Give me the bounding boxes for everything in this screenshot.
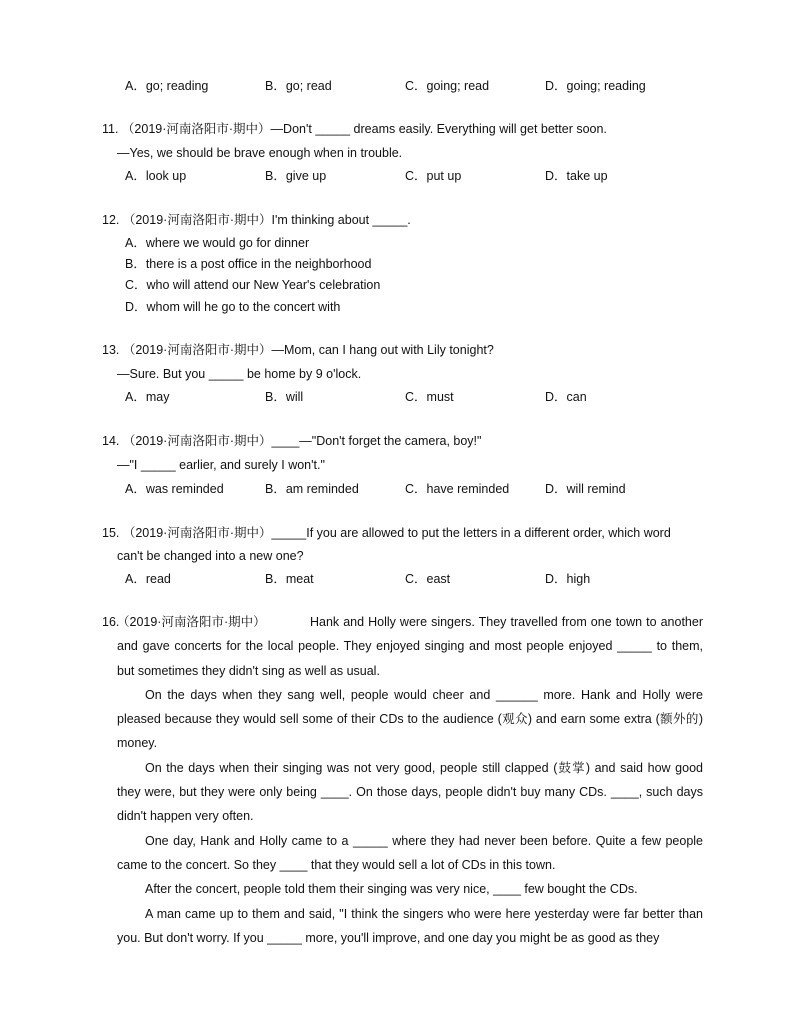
q14-option-d: D．will remind: [545, 482, 626, 496]
q11-stem: 11. （2019·河南洛阳市·期中）—Don't _____ dreams easily. Everything will get better soon.: [102, 122, 607, 136]
q15-stem: 15. （2019·河南洛阳市·期中）_____If you are allowed to put the letters in a different order, which word: [102, 526, 671, 540]
q12-option-d: D．whom will he go to the concert with: [125, 300, 341, 314]
q10-option-b: B．go; read: [265, 79, 332, 93]
q14-stem: 14. （2019·河南洛阳市·期中）____—"Don't forget the camera, boy!": [102, 434, 482, 448]
q13-option-a: A．may: [125, 390, 170, 404]
q12-option-b: B．there is a post office in the neighborhood: [125, 257, 372, 271]
q10-option-d: D．going; reading: [545, 79, 646, 93]
q13-option-c: C．must: [405, 390, 454, 404]
q11-line2: —Yes, we should be brave enough when in trouble.: [117, 146, 403, 160]
q11-option-c: C．put up: [405, 169, 462, 183]
q10-option-c: C．going; read: [405, 79, 490, 93]
q14-option-c: C．have reminded: [405, 482, 510, 496]
q12-option-c: C．who will attend our New Year's celebration: [125, 278, 381, 292]
q14-option-a: A．was reminded: [125, 482, 224, 496]
q14-option-b: B．am reminded: [265, 482, 359, 496]
q16-source: （2019·河南洛阳市·期中）: [117, 615, 266, 629]
q15-option-c: C．east: [405, 572, 451, 586]
q11-option-d: D．take up: [545, 169, 608, 183]
q16-paragraph-4: One day, Hank and Holly came to a _____ where they had never been before. Quite a few people came to the concert. So they ____ that they would sell a lot of CDs in this town.: [117, 833, 703, 872]
q12-option-a: A．where we would go for dinner: [125, 236, 310, 250]
q16-paragraph-6: A man came up to them and said, "I think the singers who were here yesterday were far better than you. But don't worry. If you _____ more, you'll improve, and one day you might be as good as they: [117, 906, 703, 945]
q13-option-b: B．will: [265, 390, 304, 404]
q16-paragraph-5: After the concert, people told them their singing was very nice, ____ few bought the CDs.: [145, 882, 638, 897]
q16-paragraph-3: On the days when their singing was not very good, people still clapped (鼓掌) and said how good they were, but they were only being ____. On those days, people didn't buy many CDs. ____, such days didn't happen very often.: [117, 760, 703, 824]
q10-option-a: A．go; reading: [125, 79, 209, 93]
q12-stem: 12. （2019·河南洛阳市·期中）I'm thinking about _____.: [102, 213, 411, 227]
q15-line2: can't be changed into a new one?: [117, 549, 304, 563]
q14-line2: —"I _____ earlier, and surely I won't.": [117, 458, 325, 472]
q15-option-a: A．read: [125, 572, 171, 586]
q13-line2: —Sure. But you _____ be home by 9 o'lock.: [117, 367, 362, 381]
q13-stem: 13. （2019·河南洛阳市·期中）—Mom, can I hang out with Lily tonight?: [102, 343, 494, 357]
q11-option-b: B．give up: [265, 169, 327, 183]
q13-option-d: D．can: [545, 390, 587, 404]
q16-number: 16.: [102, 615, 120, 629]
q15-option-b: B．meat: [265, 572, 314, 586]
q16-paragraph-2: On the days when they sang well, people would cheer and ______ more. Hank and Holly were pleased because they would sell some of their CDs to the audience (观众) and earn some extra (额外的) money.: [117, 687, 703, 751]
q16-paragraph-1: Hank and Holly were singers. They travelled from one town to another and gave concerts for the local people. They enjoyed singing and most people enjoyed _____ to them, but sometimes they didn't sing as well as usual.: [117, 615, 703, 678]
q15-option-d: D．high: [545, 572, 591, 586]
q11-option-a: A．look up: [125, 169, 187, 183]
q16-passage: [117, 610, 703, 950]
